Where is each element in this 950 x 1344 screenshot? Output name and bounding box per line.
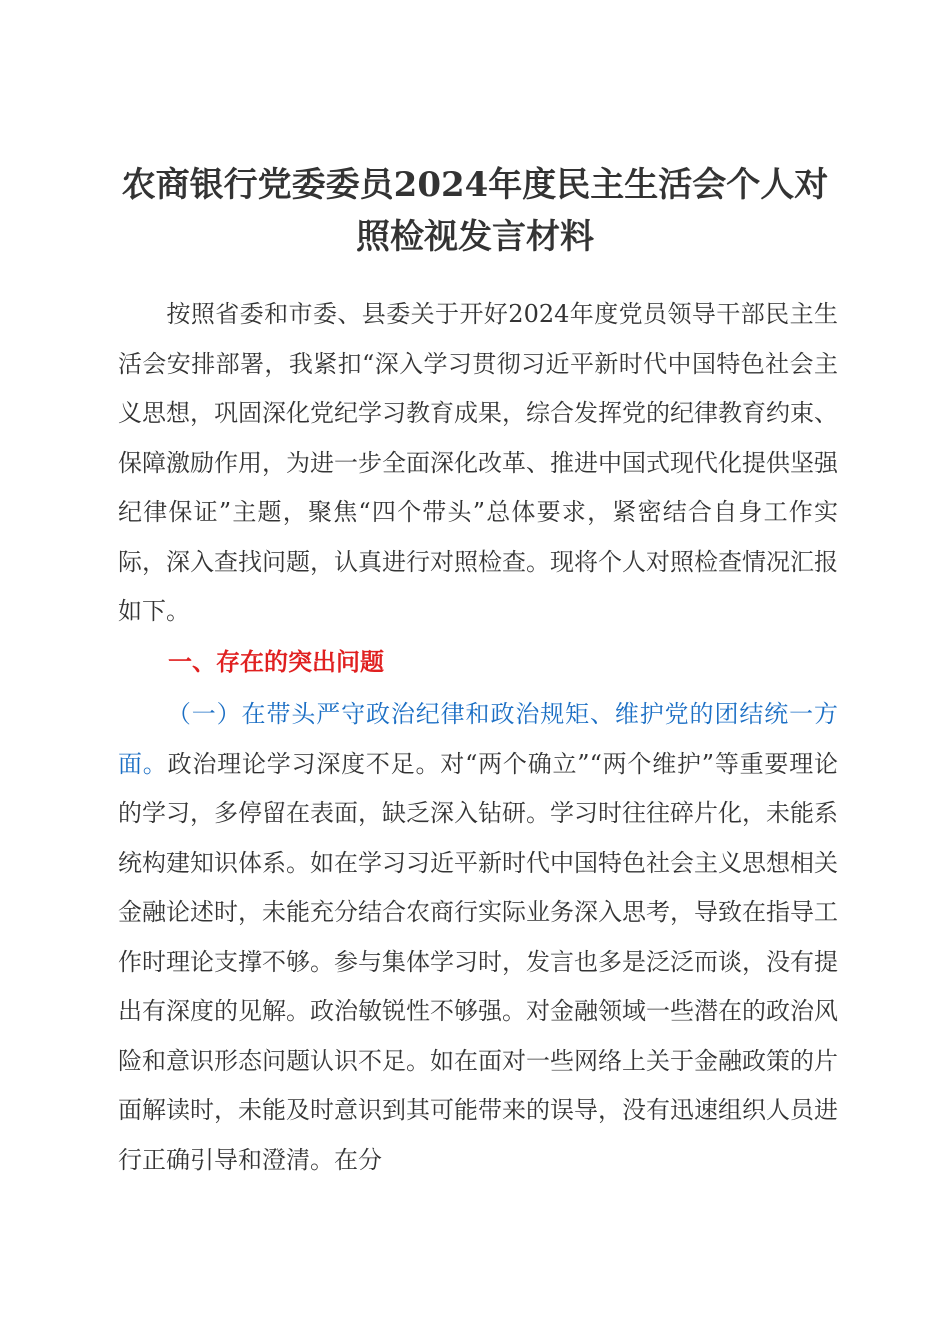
intro-paragraph-text: 按照省委和市委、县委关于开好2024年度党员领导干部民主生活会安排部署，我紧扣“深入学习贯彻习近平新时代中国特色社会主义思想，巩固深化党纪学习教育成果，综合发挥党的纪律教育约束、保障激励作用，为进一步全面深化改革、推进中国式现代化提供坚强纪律保证”主题，聚焦“四个带头”总体要求，紧密结合自身工作实际，深入查找问题，认真进行对照检查。现将个人对照检查情况汇报如下。 <box>118 300 838 625</box>
document-title-line-2: 照检视发言材料 <box>356 217 594 257</box>
section-heading-problems: 一、存在的突出问题 <box>168 648 384 676</box>
intro-paragraph <box>118 290 838 637</box>
subsection-body-text: 政治理论学习深度不足。对“两个确立”“两个维护”等重要理论的学习，多停留在表面，缺乏深入钻研。学习时往往碎片化，未能系统构建知识体系。如在学习习近平新时代中国特色社会主义思想相关金融论述时，未能充分结合农商行实际业务深入思考，导致在指导工作时理论支撑不够。参与集体学习时，发言也多是泛泛而谈，没有提出有深度的见解。政治敏锐性不够强。对金融领域一些潜在的政治风险和意识形态问题认识不足。如在面对一些网络上关于金融政策的片面解读时，未能及时意识到其可能带来的误导，没有迅速组织人员进行正确引导和澄清。在分 <box>118 749 839 1174</box>
subsection-paragraph <box>118 690 838 1185</box>
document-title-line-1: 农商银行党委委员2024年度民主生活会个人对 <box>121 165 829 205</box>
subsection-heading: （一）在带头严守政治纪律和政治规矩、维护党的团结统一方面。 <box>118 700 838 778</box>
